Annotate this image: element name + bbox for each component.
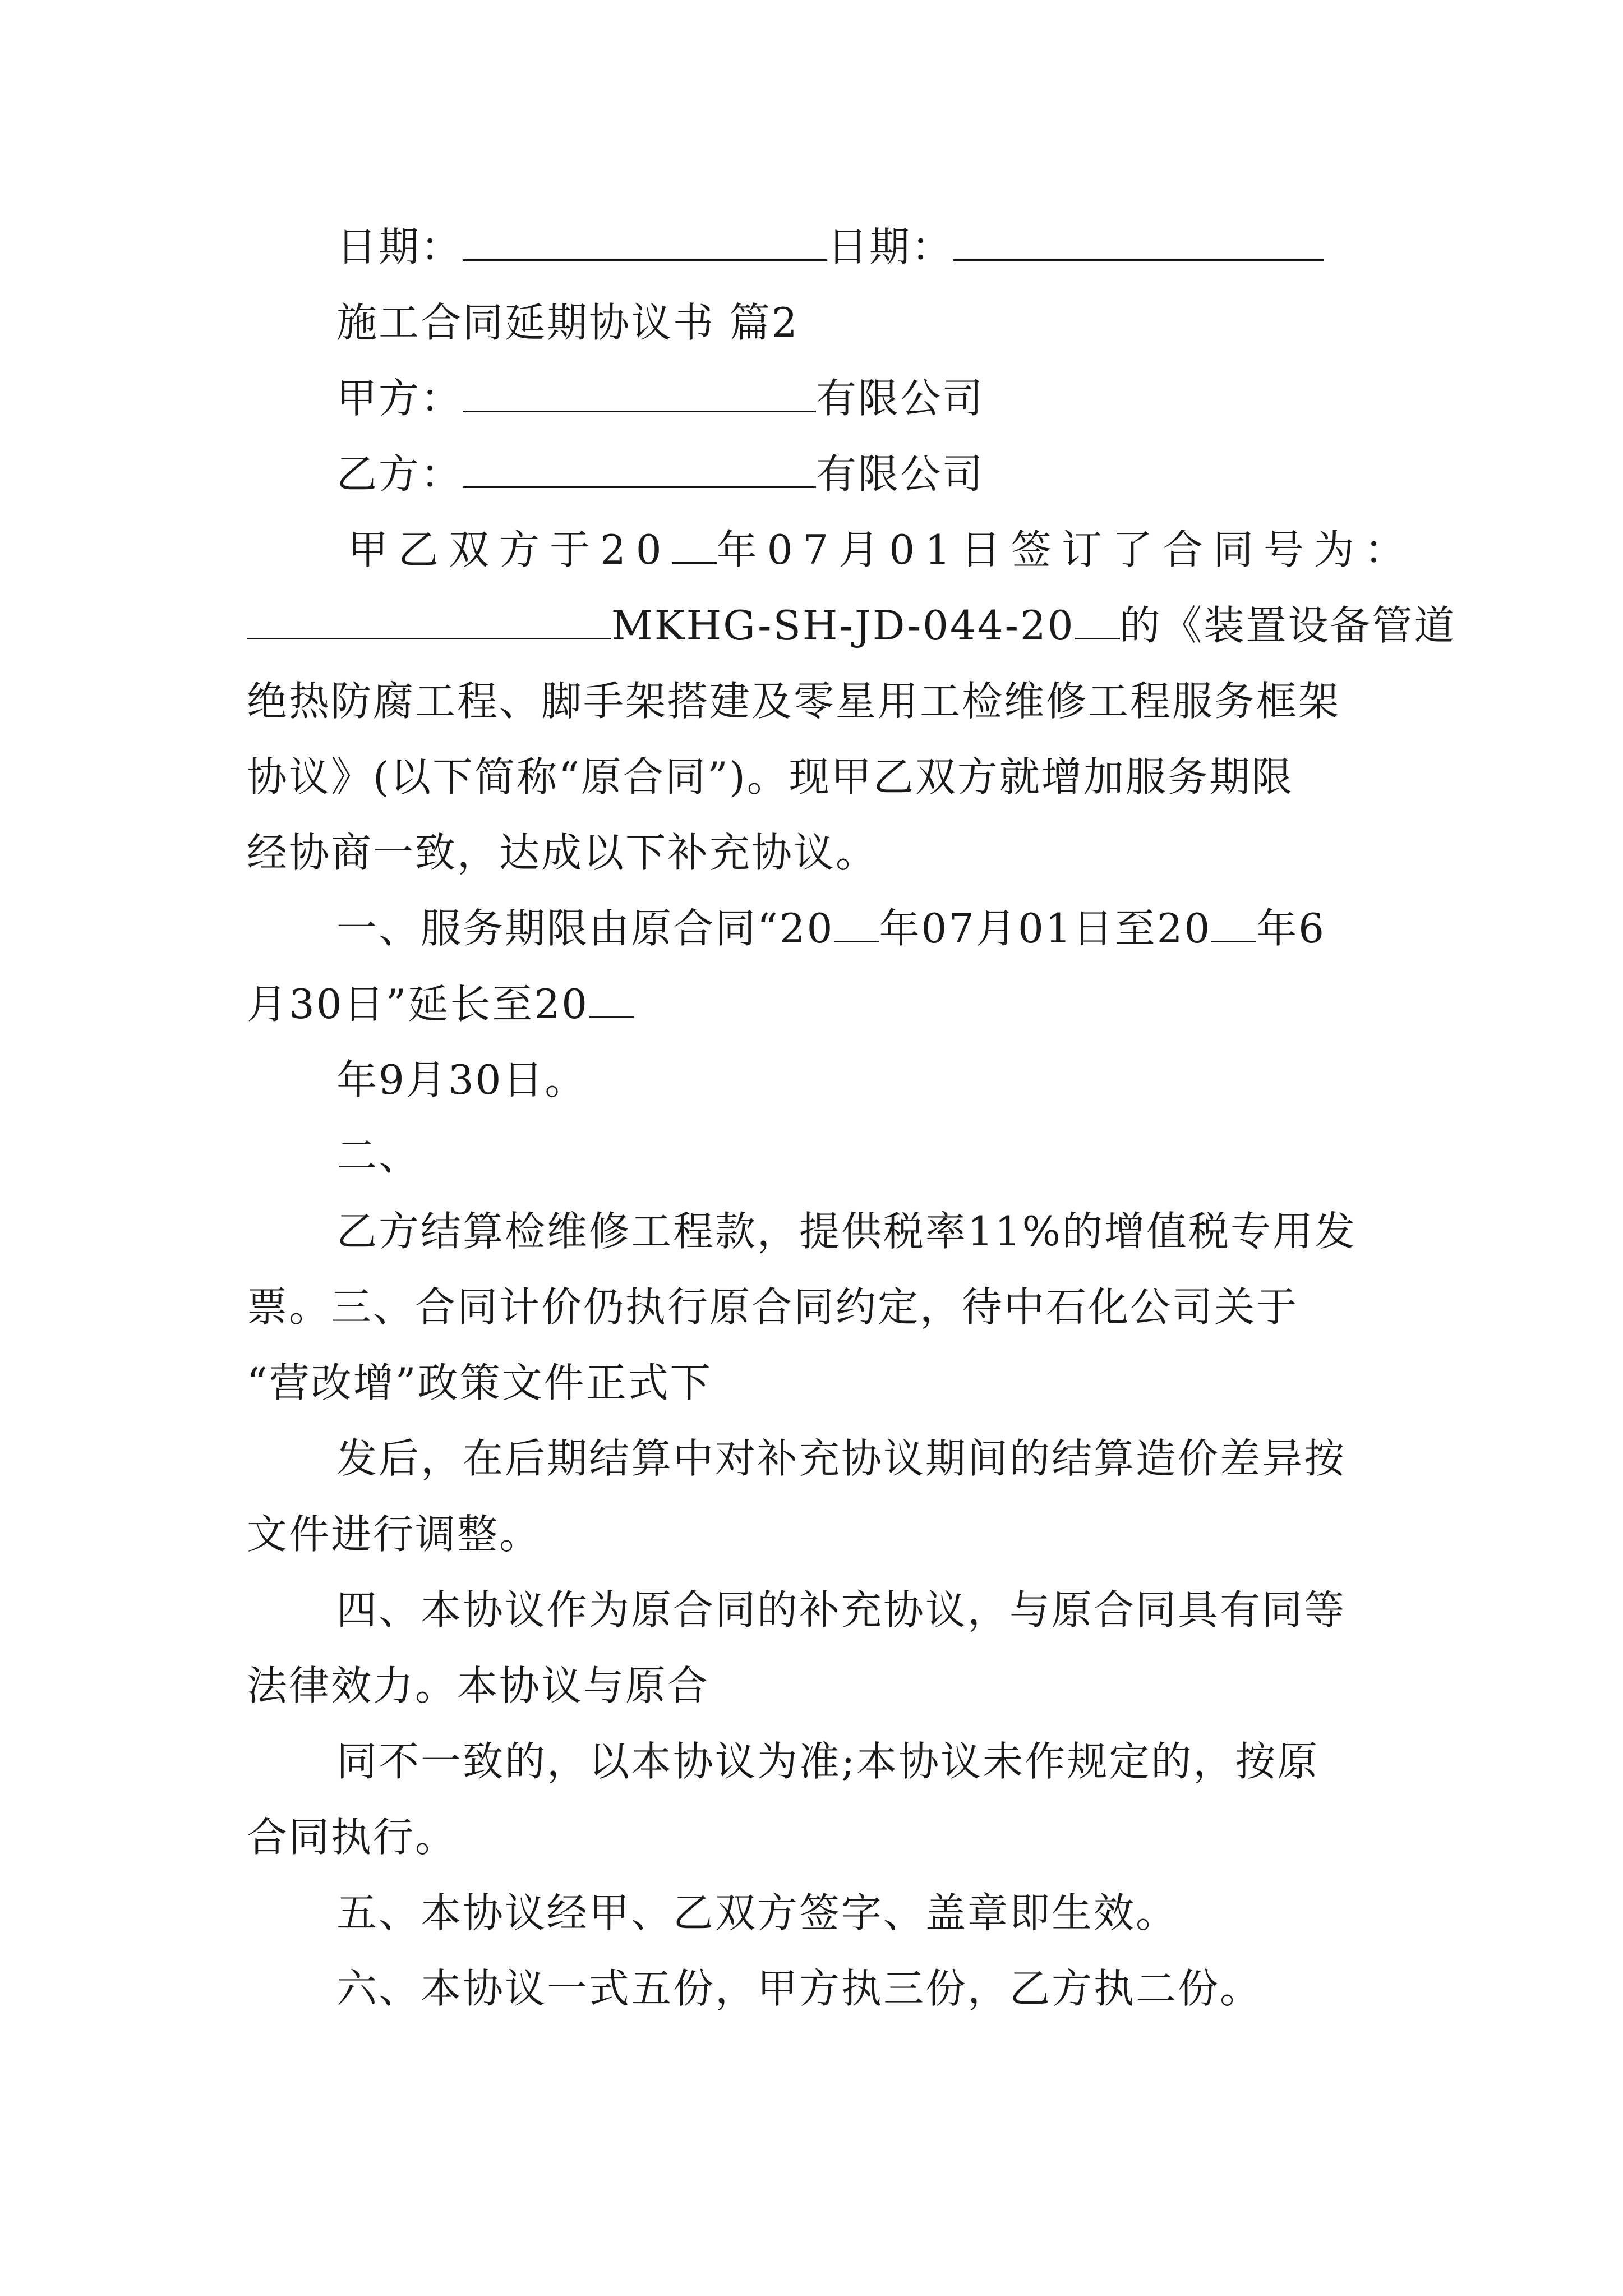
party-b-blank [463, 449, 816, 488]
item6-line: 六、本协议一式五份，甲方执三份，乙方执二份。 [336, 1965, 1262, 2012]
intro-text-a: 甲乙双方于20 [348, 526, 672, 573]
contract-no-year-blank [1075, 601, 1120, 639]
item1-text-c: 年6 [1256, 905, 1326, 952]
party-a-label: 甲方： [336, 375, 463, 422]
item5-line: 五、本协议经甲、乙双方签字、盖章即生效。 [336, 1889, 1178, 1936]
party-a-blank [463, 374, 816, 412]
item4-line-3: 同不一致的，以本协议为准;本协议未作规定的，按原 [336, 1738, 1320, 1785]
intro-line-3: 绝热防腐工程、脚手架搭建及零星用工检维修工程服务框架 [247, 678, 1341, 725]
intro-line-5: 经协商一致，达成以下补充协议。 [247, 829, 878, 876]
date-label-b: 日期： [827, 223, 954, 270]
item1-line-2 [247, 976, 1391, 1032]
date-label-a: 日期： [336, 223, 463, 270]
item4-line-2: 法律效力。本协议与原合 [247, 1662, 710, 1709]
party-b-line [336, 446, 1481, 502]
date-line [336, 219, 1481, 275]
year-blank [672, 525, 717, 564]
party-b-label: 乙方： [336, 450, 463, 498]
party-b-suffix: 有限公司 [816, 450, 985, 498]
section-title: 施工合同延期协议书 篇2 [336, 299, 799, 346]
item1-line-1 [336, 900, 1391, 956]
intro-text-c: 的《装置设备管道 [1119, 602, 1456, 649]
contract-no-blank [247, 601, 611, 639]
item2-line-3: “营改增”政策文件正式下 [247, 1359, 712, 1406]
intro-line-2 [247, 597, 1456, 654]
intro-text-b: 年07月01日签订了合同号为： [716, 526, 1415, 573]
intro-line-1 [348, 522, 1415, 578]
intro-line-4: 协议》(以下简称“原合同”)。现甲乙双方就增加服务期限 [247, 753, 1294, 800]
date-blank-b [953, 222, 1324, 261]
item2-line-4: 发后，在后期结算中对补充协议期间的结算造价差异按 [336, 1435, 1347, 1482]
party-a-line [336, 370, 1481, 426]
item1-text-d: 月30日”延长至20 [247, 981, 589, 1028]
item4-line-4: 合同执行。 [247, 1814, 458, 1861]
item1-year-blank-a [834, 904, 879, 942]
party-a-suffix: 有限公司 [816, 375, 985, 422]
item2-line-2: 票。三、合同计价仍执行原合同约定，待中石化公司关于 [247, 1283, 1299, 1331]
item1-line-3: 年9月30日。 [336, 1056, 587, 1103]
item1-year-blank-b [1211, 904, 1256, 942]
contract-no: MKHG-SH-JD-044-20 [611, 602, 1075, 649]
item1-text-b: 年07月01日至20 [879, 905, 1212, 952]
item2-heading: 二、 [336, 1132, 421, 1179]
item1-year-blank-c [589, 979, 634, 1018]
item2-line-1: 乙方结算检维修工程款，提供税率11%的增值税专用发 [336, 1208, 1357, 1255]
item4-line-1: 四、本协议作为原合同的补充协议，与原合同具有同等 [336, 1586, 1347, 1634]
item1-text-a: 一、服务期限由原合同“20 [336, 905, 834, 952]
item2-line-5: 文件进行调整。 [247, 1511, 542, 1558]
date-blank-a [463, 222, 827, 261]
